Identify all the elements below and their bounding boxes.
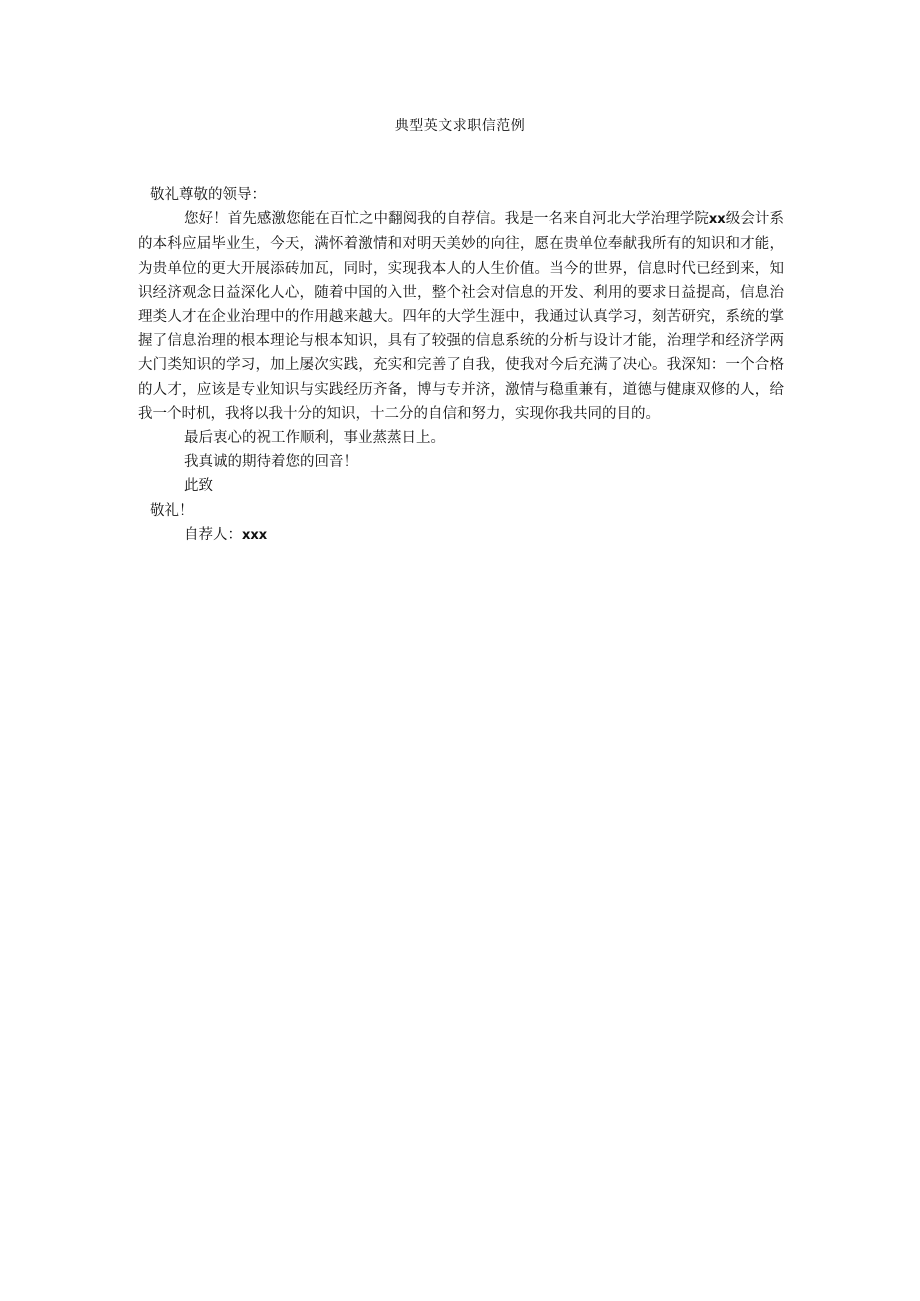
expectation-line: 我真诚的期待着您的回音！ [184,454,358,471]
signature-line [138,523,784,548]
signature-name: xxx [242,527,268,543]
grade-placeholder: xx [708,212,726,228]
salutation: 敬礼尊敬的领导： [150,187,266,203]
main-paragraph-part2: 级会计系的本科应届毕业生，今天，满怀着激情和对明天美妙的向往，愿在贵单位奉献我所有的知识和才能，为贵单位的更大开展添砖加瓦，同时，实现我本人的人生价值。当今的世界，信息时代已经到来，知识经济观念日益深化人心，随着中国的入世，整个社会对信息的开发、利用的要求日益提高，信息治理类人才在企业治理中的作用越来越大。四年的大学生涯中，我通过认真学习，刻苦研究，系统的掌握了信息治理的根本理论与根本知识，具有了较强的信息系统的分析与设计才能，治理学和经济学两大门类知识的学习，加上屡次实践，充实和完善了自我，使我对今后充满了决心。我深知：一个合格的人才，应该是专业知识与实践经历齐备，博与专并济，激情与稳重兼有，道德与健康双修的人，给我一个时机，我将以我十分的知识，十二分的自信和努力，实现你我共同的目的。 [138,211,785,422]
wish-line: 最后衷心的祝工作顺利，事业蒸蒸日上。 [184,430,445,447]
main-paragraph-part1: 您好！首先感激您能在百忙之中翻阅我的自荐信。我是一名来自河北大学治理学院 [184,211,709,228]
signature-label: 自荐人： [184,526,242,543]
document-title: 典型英文求职信范例 [394,118,526,134]
jing-li-line: 敬礼！ [150,502,194,519]
main-paragraph [138,207,784,426]
letter-body [138,183,784,548]
ci-zhi-line: 此致 [184,478,213,495]
